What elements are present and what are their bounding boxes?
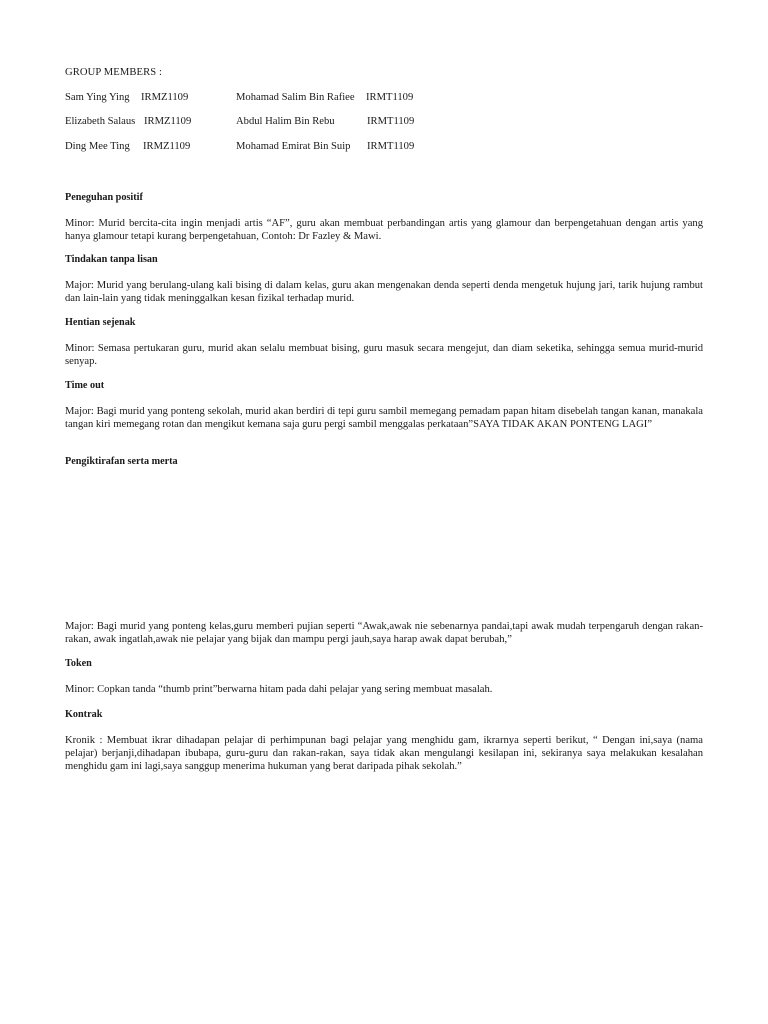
section-body: Kronik : Membuat ikrar dihadapan pelajar di perhimpunan bagi pelajar yang menghidu gam, ikrarnya seperti berikut, “ Dengan ini,saya (nama pelajar) berjanji,dihadapan ibubapa, guru-guru dan rakan-rakan, saya tidak akan mengulangi kesilapan ini, sekiranya saya melakukan kesalahan menghidu gam ini lagi,saya sanggup menerima hukuman yang berat daripada pihak sekolah.” xyxy=(65,735,703,772)
section-body: Major: Murid yang berulang-ulang kali bising di dalam kelas, guru akan mengenakan denda seperti denda mengetuk hujung jari, tarik hujung rambut dan lain-lain yang tidak meninggalkan kesan fizikal terhadap murid. xyxy=(65,280,703,304)
section-heading: Pengiktirafan serta merta xyxy=(65,456,178,467)
section-heading: Hentian sejenak xyxy=(65,317,136,328)
member-name: Ding Mee Ting xyxy=(65,141,130,152)
section-body: Minor: Semasa pertukaran guru, murid akan selalu membuat bising, guru masuk secara mengejut, dan diam seketika, sehingga semua murid-murid senyap. xyxy=(65,343,703,367)
section-heading: Peneguhan positif xyxy=(65,192,143,203)
member-id: IRMT1109 xyxy=(366,92,414,103)
section-body: Major: Bagi murid yang ponteng sekolah, murid akan berdiri di tepi guru sambil memegang pemadam papan hitam disebelah tangan kanan, manakala tangan kiri memegang rotan dan mengikut kemana saja guru pergi sambil menggalas perkataan”SAYA TIDAK AKAN PONTENG LAGI” xyxy=(65,406,703,430)
member-name: Mohamad Emirat Bin Suip xyxy=(236,141,351,152)
member-id: IRMZ1109 xyxy=(144,116,192,127)
member-id: IRMT1109 xyxy=(367,141,415,152)
member-id: IRMZ1109 xyxy=(141,92,189,103)
member-name: Elizabeth Salaus xyxy=(65,116,136,127)
group-members-title: GROUP MEMBERS : xyxy=(65,67,163,78)
section-heading: Kontrak xyxy=(65,709,103,720)
member-row xyxy=(65,116,703,130)
section-body: Minor: Copkan tanda “thumb print”berwarna hitam pada dahi pelajar yang sering membuat masalah. xyxy=(65,684,493,695)
member-name: Mohamad Salim Bin Rafiee xyxy=(236,92,355,103)
section-body: Minor: Murid bercita-cita ingin menjadi artis “AF”, guru akan membuat perbandingan artis yang glamour dan berpengetahuan dengan artis yang hanya glamour tetapi kurang berpengetahuan, Contoh: Dr Fazley & Mawi. xyxy=(65,218,703,242)
section-heading: Tindakan tanpa lisan xyxy=(65,254,158,265)
member-row xyxy=(65,141,703,155)
section-body: Major: Bagi murid yang ponteng kelas,guru memberi pujian seperti “Awak,awak nie sebenarnya pandai,tapi awak mudah terpengaruh dengan rakan-rakan, awak ingatlah,awak nie pelajar yang bijak dan mampu pergi jauh,saya harap awak dapat berubah,” xyxy=(65,621,703,645)
document-page xyxy=(65,0,703,1024)
member-id: IRMT1109 xyxy=(367,116,415,127)
section-heading: Token xyxy=(65,658,92,669)
member-name: Sam Ying Ying xyxy=(65,92,130,103)
section-heading: Time out xyxy=(65,380,105,391)
member-row xyxy=(65,92,703,106)
member-id: IRMZ1109 xyxy=(143,141,191,152)
member-name: Abdul Halim Bin Rebu xyxy=(236,116,335,127)
